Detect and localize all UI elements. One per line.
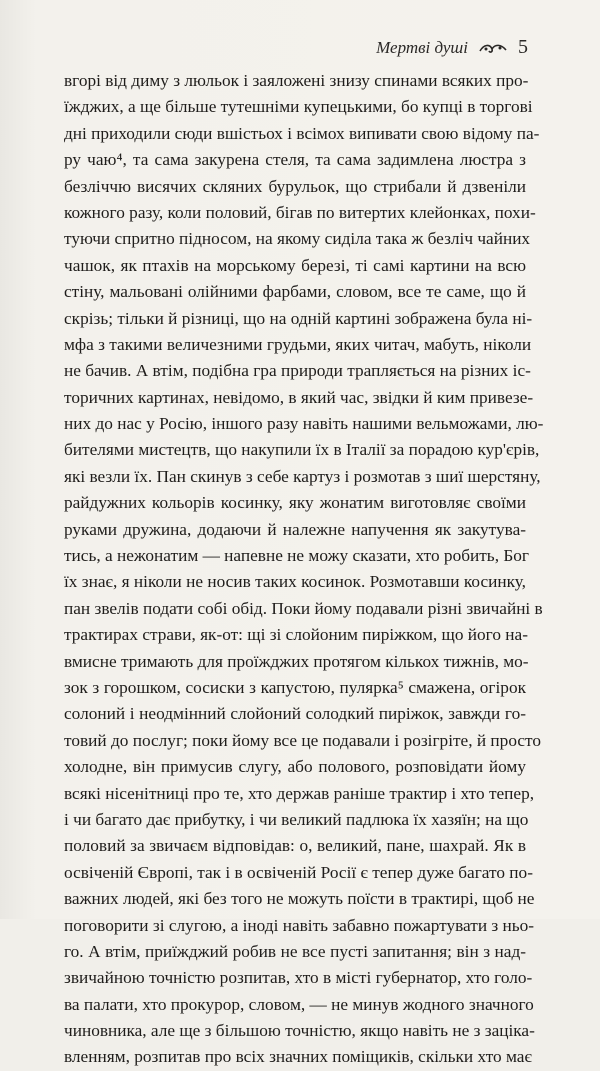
text-line: їх знає, я ніколи не носив таких косинок. Розмотавши косинку, xyxy=(64,572,526,592)
text-line: не бачив. А втім, подібна гра природи трапляється на різних іс- xyxy=(64,361,531,381)
text-line: холодне, він примусив слугу, або полового, розповідати йому xyxy=(64,757,526,777)
text-line: пан звелів подати собі обід. Поки йому подавали різні звичайні в xyxy=(64,598,543,618)
text-line: стіну, мальовані олійними фарбами, словом, все те саме, що й xyxy=(64,282,526,302)
text-line: руками дружина, додаючи й належне напучення як закутува- xyxy=(64,519,526,539)
text-line: чиновника, але ще з більшою точністю, якщо навіть не з заціка- xyxy=(64,1021,535,1041)
text-line: тись, а нежонатим — напевне не можу сказати, хто робить, Бог xyxy=(64,546,529,566)
text-line: солоний і неодмінний слойоний солодкий пиріжок, завжди го- xyxy=(64,704,526,724)
text-line: зок з горошком, сосиски з капустою, пулярка⁵ смажена, огірок xyxy=(64,677,526,697)
text-line: половий за звичаєм відповідав: о, великий, пане, шахрай. Як в xyxy=(64,836,526,856)
text-line: кожного разу, коли половий, бігав по витертих клейонках, похи- xyxy=(64,202,536,222)
text-line: поговорити зі слугою, а іноді навіть забавно пожартувати з ньо- xyxy=(64,915,535,935)
text-line: які везли їх. Пан скинув з себе картуз і розмотав з шиї шерстяну, xyxy=(64,466,541,486)
text-line: мфа з такими величезними грудьми, яких читач, мабуть, ніколи xyxy=(64,334,532,354)
text-line: чашок, як птахів на морському березі, ті самі картини на всю xyxy=(64,255,526,275)
text-line: і чи багато дає прибутку, і чи великий падлюка їх хазяїн; на що xyxy=(64,809,529,829)
text-line: освіченій Європі, так і в освіченій Росії є тепер дуже багато по- xyxy=(64,862,533,882)
running-header xyxy=(376,36,528,59)
text-line: вмисне тримають для проїжджих протягом кількох тижнів, мо- xyxy=(64,651,529,671)
text-line: ру чаю⁴, та сама закурена стеля, та сама задимлена люстра з xyxy=(64,150,526,170)
text-line: дні приходили сюди вшістьох і всімох випивати свою відому па- xyxy=(64,123,540,143)
text-line: скрізь; тільки й різниці, що на одній картині зображена була ні- xyxy=(64,308,533,328)
text-line: товий до послуг; поки йому все це подавали і розігріте, й просто xyxy=(64,730,542,750)
text-line: ва палати, хто прокурор, словом, — не минув жодного значного xyxy=(64,994,534,1014)
page-number: 5 xyxy=(518,36,528,58)
fleuron-icon xyxy=(478,40,508,56)
body-text xyxy=(64,68,544,1071)
text-line: райдужних кольорів косинку, яку жонатим виготовляє своїми xyxy=(64,493,526,513)
text-line: звичайною точністю розпитав, хто в місті губернатор, хто голо- xyxy=(64,968,533,988)
text-line: го. А втім, приїжджий робив не все пусті запитання; він з над- xyxy=(64,941,526,961)
text-line: їжджих, а ще більше тутешніми купецькими, бо купці в торгові xyxy=(64,97,533,117)
text-line: бителями мистецтв, що накупили їх в Італії за порадою кур'єрів, xyxy=(64,440,540,460)
text-line: них до нас у Росію, іншого разу навіть нашими вельможами, лю- xyxy=(64,414,544,434)
text-line: торичних картинах, невідомо, в який час, звідки й ким привезе- xyxy=(64,387,534,407)
text-line: туючи спритно підносом, на якому сиділа така ж безліч чайних xyxy=(64,229,531,249)
text-line: вленням, розпитав про всіх значних поміщиків, скільки хто має xyxy=(64,1047,532,1067)
text-line: важних людей, які без того не можуть поїсти в трактирі, щоб не xyxy=(64,889,535,909)
text-line: трактирах страви, як-от: щі зі слойоним пиріжком, що його на- xyxy=(64,625,528,645)
text-line: безліччю висячих скляних бурульок, що стрибали й дзвеніли xyxy=(64,176,526,196)
running-title: Мертві душі xyxy=(376,37,468,57)
text-line: вгорі від диму з люльок і заяложені знизу спинами всяких про- xyxy=(64,71,529,90)
text-line: всякі нісенітниці про те, хто держав раніше трактир і хто тепер, xyxy=(64,783,535,803)
